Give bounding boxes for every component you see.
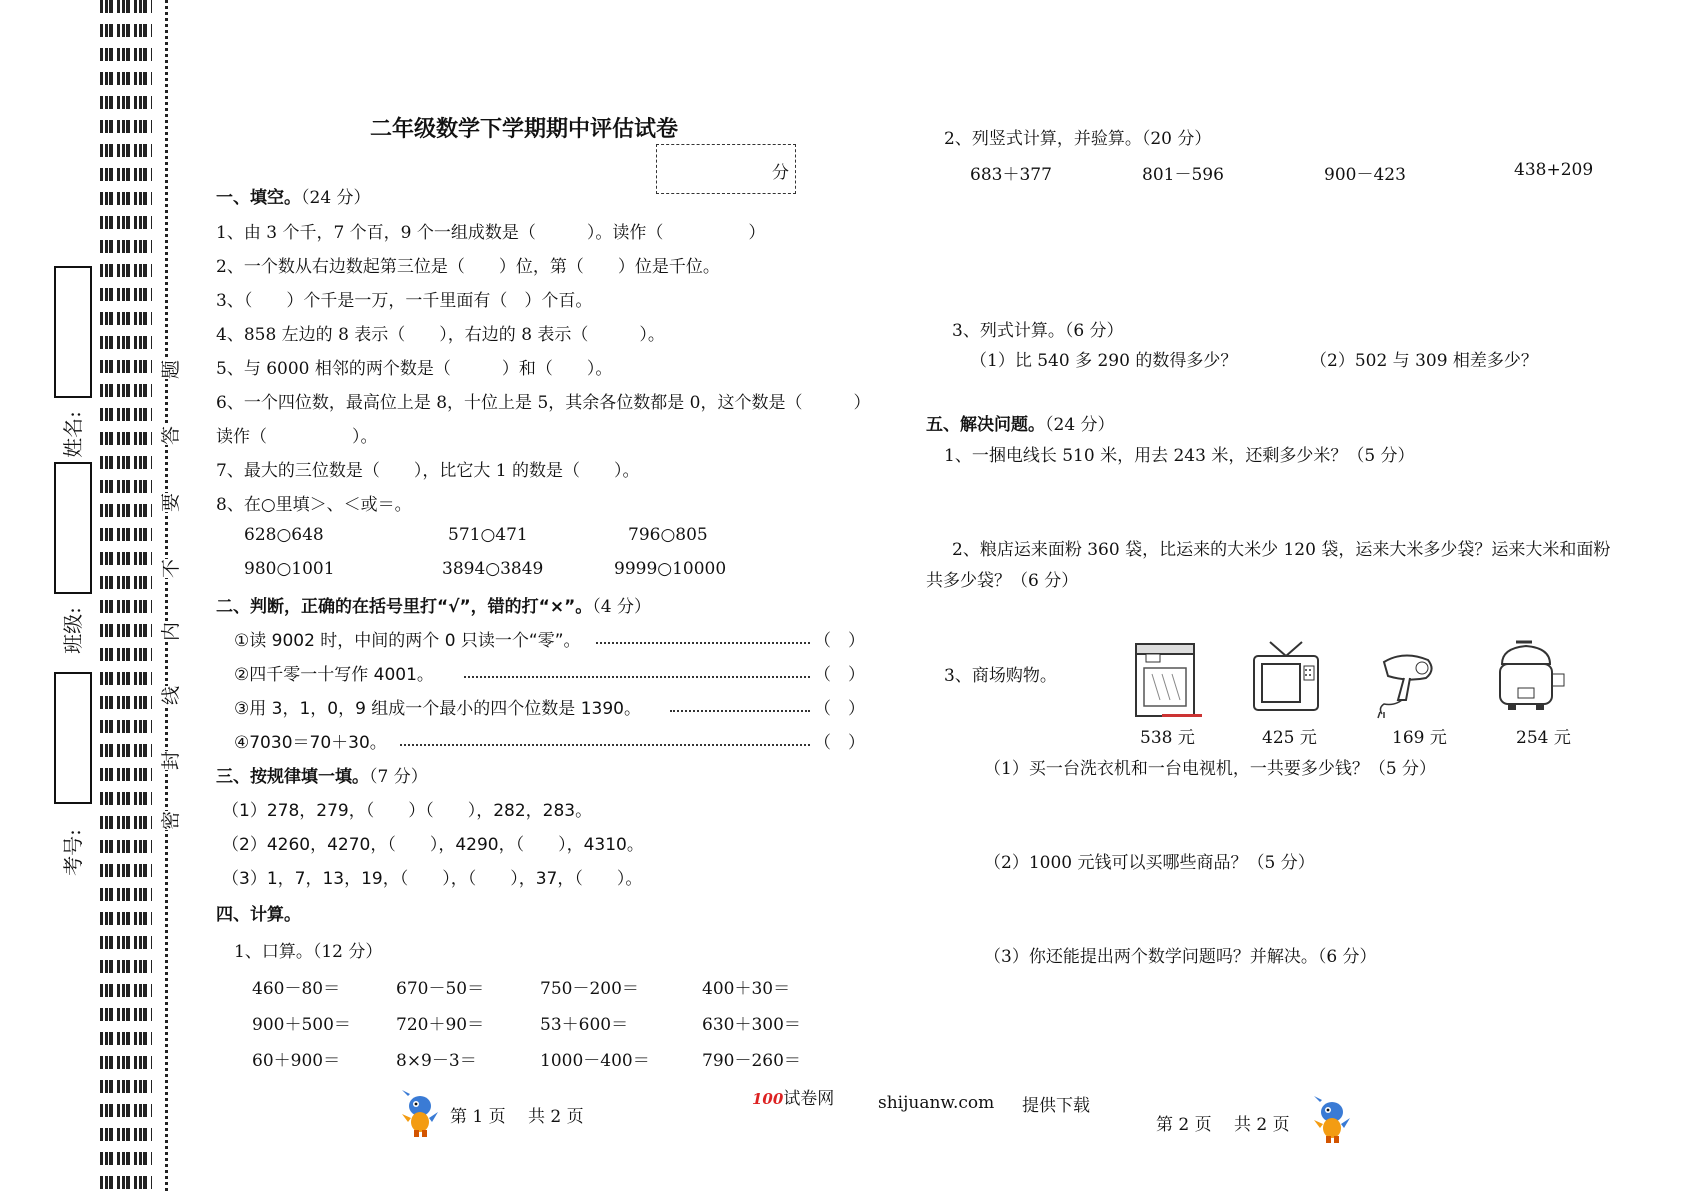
score-unit: 分 xyxy=(772,163,789,183)
oral-item: 750－200＝ xyxy=(540,979,639,999)
name-box xyxy=(54,266,92,398)
oral-item: 400＋30＝ xyxy=(702,979,791,999)
hair-dryer-icon xyxy=(1374,648,1440,720)
part2-heading: 二、判断，正确的在括号里打“√”，错的打“×”。（4 分） xyxy=(216,597,652,617)
seal-char: 要 xyxy=(154,493,185,512)
shopping-question: （1）买一台洗衣机和一台电视机，一共要多少钱？（5 分） xyxy=(984,759,1437,779)
question-line: 4、858 左边的 8 表示（ ），右边的 8 表示（ ）。 xyxy=(216,325,665,345)
oral-item: 460－80＝ xyxy=(252,979,341,999)
oral-item: 8×9－3＝ xyxy=(396,1051,477,1071)
seal-char: 答 xyxy=(154,426,185,445)
site-logo: 100试卷网 xyxy=(752,1089,835,1109)
page-title: 二年级数学下学期期中评估试卷 xyxy=(370,117,679,142)
product-price: 538 元 xyxy=(1140,728,1195,748)
vertical-item: 801－596 xyxy=(1142,165,1224,185)
class-label: 班级: xyxy=(60,607,85,654)
seal-char: 封 xyxy=(154,751,185,770)
judge-item: ②四千零一十写作 4001。 xyxy=(234,665,434,685)
seal-dotted-line xyxy=(165,0,168,1191)
oral-heading: 1、口算。（12 分） xyxy=(234,942,383,962)
washing-machine-icon xyxy=(1132,640,1204,720)
answer-paren: （ ） xyxy=(814,699,865,719)
product-price: 425 元 xyxy=(1262,728,1317,748)
seal-char: 内 xyxy=(154,622,185,641)
question-line: 2、一个数从右边数起第三位是（ ）位，第（ ）位是千位。 xyxy=(216,257,720,277)
page-number: 第 2 页 共 2 页 xyxy=(1156,1115,1290,1135)
part1-heading: 一、填空。（24 分） xyxy=(216,188,371,208)
vertical-item: 900－423 xyxy=(1324,165,1406,185)
pattern-item: （2）4260，4270，（ ），4290，（ ），4310。 xyxy=(222,835,644,855)
pattern-item: （3）1，7，13，19，（ ），（ ），37，（ ）。 xyxy=(222,869,643,889)
part3-heading: 三、按规律填一填。（7 分） xyxy=(216,767,428,787)
compare-item: 628○648 xyxy=(244,525,324,545)
compare-item: 980○1001 xyxy=(244,559,335,579)
name-label: 姓名: xyxy=(60,411,85,458)
question-line: 6、一个四位数，最高位上是 8，十位上是 5，其余各位数都是 0，这个数是（ ） xyxy=(216,393,871,413)
oral-item: 720＋90＝ xyxy=(396,1015,485,1035)
seal-char: 不 xyxy=(154,559,185,578)
mascot-icon xyxy=(1310,1094,1354,1144)
dot-leader xyxy=(464,676,810,678)
dot-leader xyxy=(596,642,810,644)
oral-item: 630＋300＝ xyxy=(702,1015,801,1035)
answer-paren: （ ） xyxy=(814,665,865,685)
product-price: 169 元 xyxy=(1392,728,1447,748)
compare-item: 571○471 xyxy=(448,525,528,545)
television-icon xyxy=(1250,640,1322,720)
vertical-item: 438+209 xyxy=(1514,160,1594,180)
vertical-item: 683＋377 xyxy=(970,165,1052,185)
problem-item: 2、粮店运来面粉 360 袋，比运来的大米少 120 袋，运来大米多少袋？运来大米和面粉 xyxy=(952,540,1611,560)
question-line: 读作（ ）。 xyxy=(216,427,378,447)
formula-heading: 3、列式计算。（6 分） xyxy=(952,321,1124,341)
judge-item: ③用 3，1，0，9 组成一个最小的四个位数是 1390。 xyxy=(234,699,641,719)
question-line: 1、由 3 个千，7 个百，9 个一组成数是（ ）。读作（ ） xyxy=(216,223,766,243)
rice-cooker-icon xyxy=(1494,636,1572,718)
seal-char: 密 xyxy=(154,811,185,830)
seal-char: 题 xyxy=(154,360,185,379)
shopping-question: （2）1000 元钱可以买哪些商品？（5 分） xyxy=(984,853,1315,873)
answer-paren: （ ） xyxy=(814,631,865,651)
id-box xyxy=(54,672,92,804)
compare-item: 3894○3849 xyxy=(442,559,544,579)
seal-char: 线 xyxy=(154,686,185,705)
question-line: 8、在○里填＞、＜或＝。 xyxy=(216,495,412,515)
compare-item: 796○805 xyxy=(628,525,708,545)
judge-item: ④7030＝70＋30。 xyxy=(234,733,387,753)
question-line: 5、与 6000 相邻的两个数是（ ）和（ ）。 xyxy=(216,359,613,379)
page-number: 第 1 页 共 2 页 xyxy=(450,1107,584,1127)
product-price: 254 元 xyxy=(1516,728,1571,748)
class-box xyxy=(54,462,92,594)
judge-item: ①读 9002 时，中间的两个 0 只读一个“零”。 xyxy=(234,631,581,651)
oral-item: 670－50＝ xyxy=(396,979,485,999)
problem-item: 1、一捆电线长 510 米，用去 243 米，还剩多少米？（5 分） xyxy=(944,446,1415,466)
dot-leader xyxy=(400,744,810,746)
vertical-heading: 2、列竖式计算，并验算。（20 分） xyxy=(944,129,1212,149)
oral-item: 60＋900＝ xyxy=(252,1051,341,1071)
site-url: shijuanw.com xyxy=(878,1093,995,1113)
problem-item: 共多少袋？（6 分） xyxy=(926,571,1079,591)
oral-item: 53＋600＝ xyxy=(540,1015,629,1035)
mascot-icon xyxy=(398,1088,442,1138)
answer-paren: （ ） xyxy=(814,733,865,753)
binding-barcode-gaps xyxy=(100,0,152,1191)
shopping-question: （3）你还能提出两个数学问题吗？并解决。（6 分） xyxy=(984,947,1377,967)
formula-item: （1）比 540 多 290 的数得多少？ xyxy=(970,351,1238,371)
oral-item: 790－260＝ xyxy=(702,1051,801,1071)
id-label: 考号: xyxy=(60,829,85,876)
oral-item: 900＋500＝ xyxy=(252,1015,351,1035)
shopping-heading: 3、商场购物。 xyxy=(944,666,1057,686)
formula-item: （2）502 与 309 相差多少？ xyxy=(1310,351,1538,371)
compare-item: 9999○10000 xyxy=(614,559,727,579)
pattern-item: （1）278，279，（ ）（ ），282，283。 xyxy=(222,801,593,821)
provide-download: 提供下载 xyxy=(1022,1096,1090,1116)
dot-leader xyxy=(670,710,810,712)
question-line: 7、最大的三位数是（ ），比它大 1 的数是（ ）。 xyxy=(216,461,640,481)
part4-heading: 四、计算。 xyxy=(216,905,301,925)
oral-item: 1000－400＝ xyxy=(540,1051,650,1071)
part5-heading: 五、解决问题。（24 分） xyxy=(926,415,1115,435)
question-line: 3、（ ）个千是一万，一千里面有（ ）个百。 xyxy=(216,291,593,311)
